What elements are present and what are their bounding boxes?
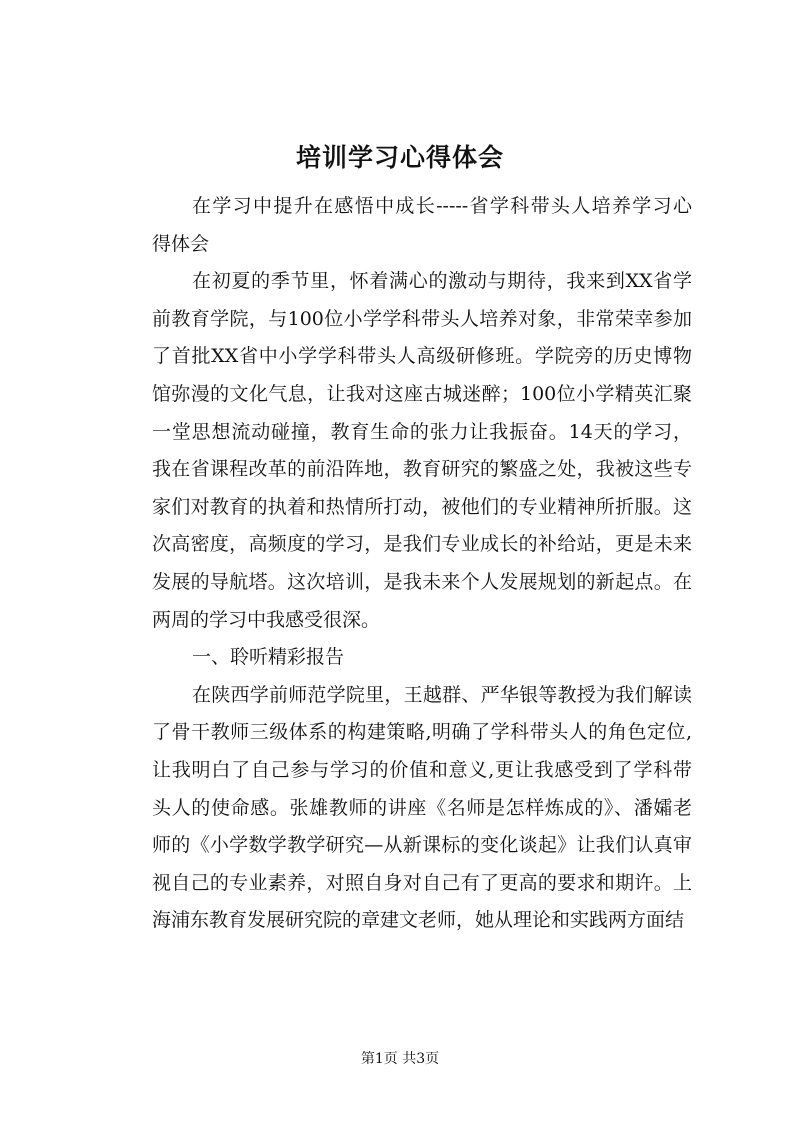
paragraph-line: 了首批XX省中小学学科带头人高级研修班。学院旁的历史博物 <box>152 345 692 368</box>
paragraph-line: 前教育学院，与100位小学学科带头人培养对象，非常荣幸参加 <box>152 307 692 330</box>
paragraph-line: 两周的学习中我感受很深。 <box>152 608 381 631</box>
paragraph-line: 发展的导航塔。这次培训，是我未来个人发展规划的新起点。在 <box>152 570 692 593</box>
paragraph-line: 家们对教育的执着和热情所打动，被他们的专业精神所折服。这 <box>152 495 692 518</box>
document-body <box>112 188 692 940</box>
paragraph <box>112 639 692 677</box>
paragraph-line: 得体会 <box>152 232 210 255</box>
paragraph-line: 我在省课程改革的前沿阵地，教育研究的繁盛之处，我被这些专 <box>152 458 692 481</box>
paragraph-line: 海浦东教育发展研究院的章建文老师，她从理论和实践两方面结 <box>152 909 685 932</box>
paragraph-line: 在初夏的季节里，怀着满心的激动与期待，我来到XX省学 <box>192 270 692 293</box>
paragraph-line: 在学习中提升在感悟中成长-----省学科带头人培养学习心 <box>192 195 692 217</box>
paragraph <box>112 677 692 940</box>
paragraph-line: 头人的使命感。张雄教师的讲座《名师是怎样炼成的》、潘孀老 <box>152 796 692 819</box>
paragraph-line: 视自己的专业素养，对照自身对自己有了更高的要求和期许。上 <box>152 871 692 894</box>
paragraph-line: 师的《小学数学教学研究—从新课标的变化谈起》让我们认真审 <box>152 834 692 857</box>
paragraph <box>112 188 692 263</box>
paragraph-line: 一、聆听精彩报告 <box>192 646 345 669</box>
paragraph-line: 让我明白了自己参与学习的价值和意义,更让我感受到了学科带 <box>152 758 692 781</box>
paragraph <box>112 263 692 639</box>
paragraph-line: 次高密度，高频度的学习，是我们专业成长的补给站，更是未来 <box>152 533 692 556</box>
paragraph-line: 了骨干教师三级体系的构建策略,明确了学科带头人的角色定位, <box>152 721 692 744</box>
page-footer: 第1页 共3页 <box>360 1051 440 1067</box>
document-title: 培训学习心得体会 <box>295 143 504 172</box>
paragraph-line: 馆弥漫的文化气息，让我对这座古城迷醉；100位小学精英汇聚 <box>152 382 692 405</box>
paragraph-line: 一堂思想流动碰撞，教育生命的张力让我振奋。14天的学习， <box>152 420 692 443</box>
paragraph-line: 在陕西学前师范学院里，王越群、严华银等教授为我们解读 <box>192 683 692 706</box>
